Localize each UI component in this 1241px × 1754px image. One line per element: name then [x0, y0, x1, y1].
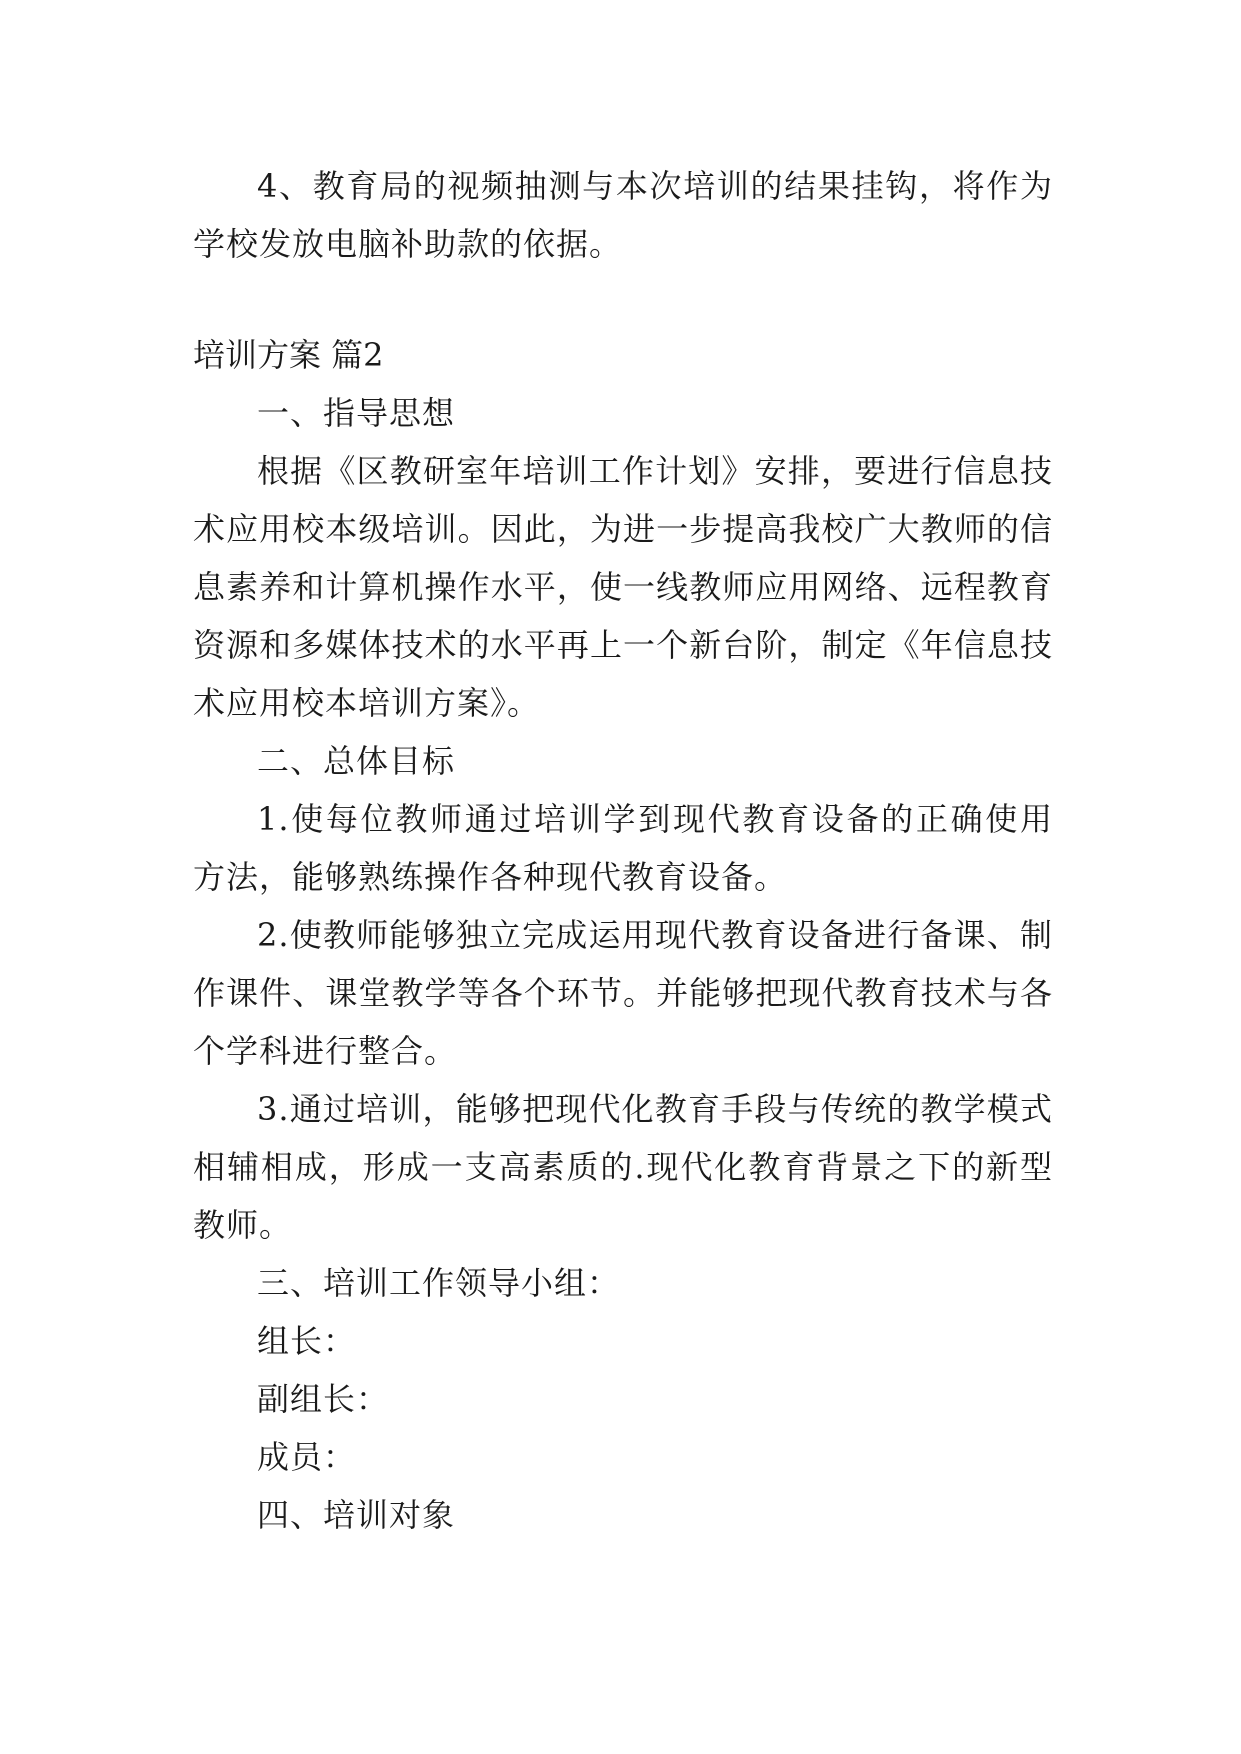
section-title: 培训方案 篇2 — [193, 336, 384, 374]
list-item-line: 相辅相成，形成一支高素质的.现代化教育背景之下的新型 — [193, 1148, 1053, 1186]
paragraph-line: 息素养和计算机操作水平，使一线教师应用网络、远程教育 — [193, 568, 1053, 606]
role-line: 副组长： — [257, 1380, 390, 1418]
list-item-line: 教师。 — [193, 1206, 293, 1244]
section-heading: 三、培训工作领导小组： — [257, 1264, 621, 1302]
list-item-line: 个学科进行整合。 — [193, 1032, 458, 1070]
list-item-line: 1.使每位教师通过培训学到现代教育设备的正确使用 — [257, 800, 1053, 838]
paragraph-line: 学校发放电脑补助款的依据。 — [193, 225, 623, 263]
section-heading: 一、指导思想 — [257, 394, 456, 432]
paragraph-line: 术应用校本培训方案》。 — [193, 684, 541, 722]
section-heading: 二、总体目标 — [257, 742, 456, 780]
list-item-line: 2.使教师能够独立完成运用现代教育设备进行备课、制 — [257, 916, 1053, 954]
list-item-line: 作课件、课堂教学等各个环节。并能够把现代教育技术与各 — [193, 974, 1053, 1012]
role-line: 组长： — [257, 1322, 357, 1360]
paragraph-line: 术应用校本级培训。因此，为进一步提高我校广大教师的信 — [193, 510, 1053, 548]
list-item-line: 3.通过培训，能够把现代化教育手段与传统的教学模式 — [257, 1090, 1053, 1128]
section-heading: 四、培训对象 — [257, 1496, 456, 1534]
paragraph-line: 资源和多媒体技术的水平再上一个新台阶，制定《年信息技 — [193, 626, 1053, 664]
list-item-line: 方法，能够熟练操作各种现代教育设备。 — [193, 858, 788, 896]
paragraph-line: 4、教育局的视频抽测与本次培训的结果挂钩，将作为 — [257, 167, 1053, 205]
role-line: 成员： — [257, 1438, 357, 1476]
paragraph-line: 根据《区教研室年培训工作计划》安排，要进行信息技 — [257, 452, 1053, 490]
